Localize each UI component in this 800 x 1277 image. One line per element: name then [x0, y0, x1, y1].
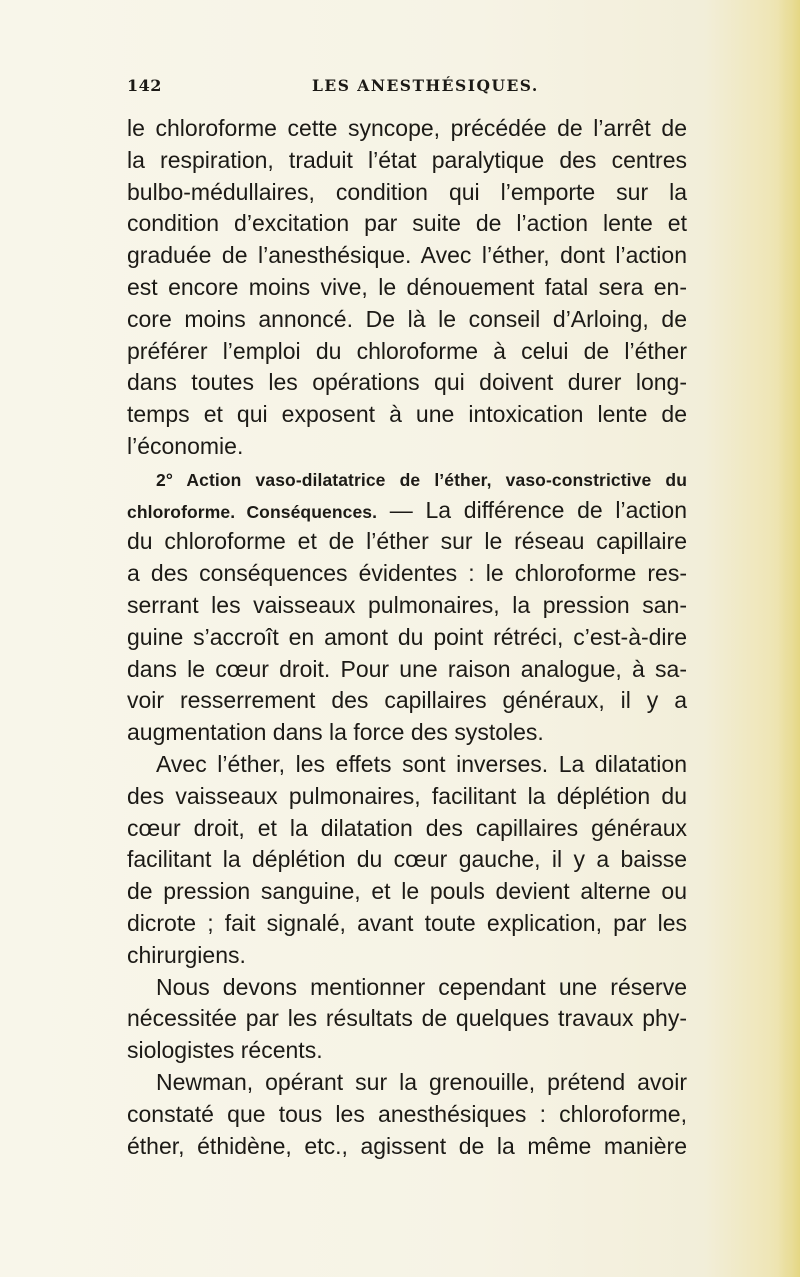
- body-text: [127, 113, 687, 1162]
- paragraph-start-line: Nous devons mentionner cependant une réserve: [156, 973, 687, 1000]
- section-heading-line: [127, 463, 687, 495]
- text-line: core moins annoncé. De là le conseil d’Arloing, de: [127, 305, 687, 332]
- text-line: guine s’accroît en amont du point rétréci, c’est-à-dire: [127, 623, 687, 650]
- running-title: LES ANESTHÉSIQUES.: [312, 76, 539, 95]
- text-line: augmentation dans la force des systoles.: [127, 719, 544, 746]
- text-line: nécessitée par les résultats de quelques travaux phy-: [127, 1005, 687, 1032]
- text-line: graduée de l’anesthésique. Avec l’éther, dont l’action: [127, 242, 687, 269]
- text-line: siologistes récents.: [127, 1037, 323, 1064]
- text-line: facilitant la déplétion du cœur gauche, il y a baisse: [127, 846, 687, 873]
- text-line: des vaisseaux pulmonaires, facilitant la déplétion du: [127, 782, 687, 809]
- paragraph-start-line: Newman, opérant sur la grenouille, prétend avoir: [156, 1068, 687, 1095]
- text-line: dicrote ; fait signalé, avant toute explication, par les: [127, 909, 687, 936]
- text-line: bulbo-médullaires, condition qui l’emporte sur la: [127, 178, 687, 205]
- text-line: l’économie.: [127, 432, 244, 459]
- text-line: de pression sanguine, et le pouls devient alterne ou: [127, 878, 687, 905]
- text-line: constaté que tous les anesthésiques : chloroforme,: [127, 1100, 687, 1127]
- text-line: préférer l’emploi du chloroforme à celui de l’éther: [127, 337, 687, 364]
- text-line: temps et qui exposent à une intoxication lente de: [127, 401, 687, 428]
- section-heading: 2° Action vaso-dilatatrice de l’éther, vaso-constrictive du: [156, 469, 687, 490]
- section-heading-line: [127, 495, 687, 527]
- section-heading-end: chloroforme. Conséquences.: [127, 501, 378, 522]
- paragraph-start-line: Avec l’éther, les effets sont inverses. La dilatation: [156, 750, 687, 777]
- text-line: condition d’excitation par suite de l’action lente et: [127, 210, 687, 237]
- text-line: le chloroforme cette syncope, précédée de l’arrêt de: [127, 115, 687, 141]
- text-line: éther, éthidène, etc., agissent de la même manière: [127, 1132, 687, 1159]
- running-head: [127, 76, 687, 102]
- text-line: cœur droit, et la dilatation des capillaires généraux: [127, 814, 687, 841]
- text-line: dans le cœur droit. Pour une raison analogue, à sa-: [127, 655, 687, 682]
- text-line: est encore moins vive, le dénouement fatal sera en-: [127, 273, 687, 300]
- section-run-in-text: — La différence de l’action: [377, 496, 687, 523]
- text-line: du chloroforme et de l’éther sur le réseau capillaire: [127, 528, 687, 555]
- text-line: la respiration, traduit l’état paralytique des centres: [127, 146, 687, 173]
- text-line: a des conséquences évidentes : le chloroforme res-: [127, 560, 687, 587]
- text-line: dans toutes les opérations qui doivent durer long-: [127, 369, 687, 396]
- text-line: chirurgiens.: [127, 941, 246, 968]
- text-line: serrant les vaisseaux pulmonaires, la pression san-: [127, 591, 687, 618]
- page-number: 142: [127, 76, 162, 95]
- page-edge-discoloration: [778, 0, 800, 1277]
- text-line: voir resserrement des capillaires généraux, il y a: [127, 687, 687, 714]
